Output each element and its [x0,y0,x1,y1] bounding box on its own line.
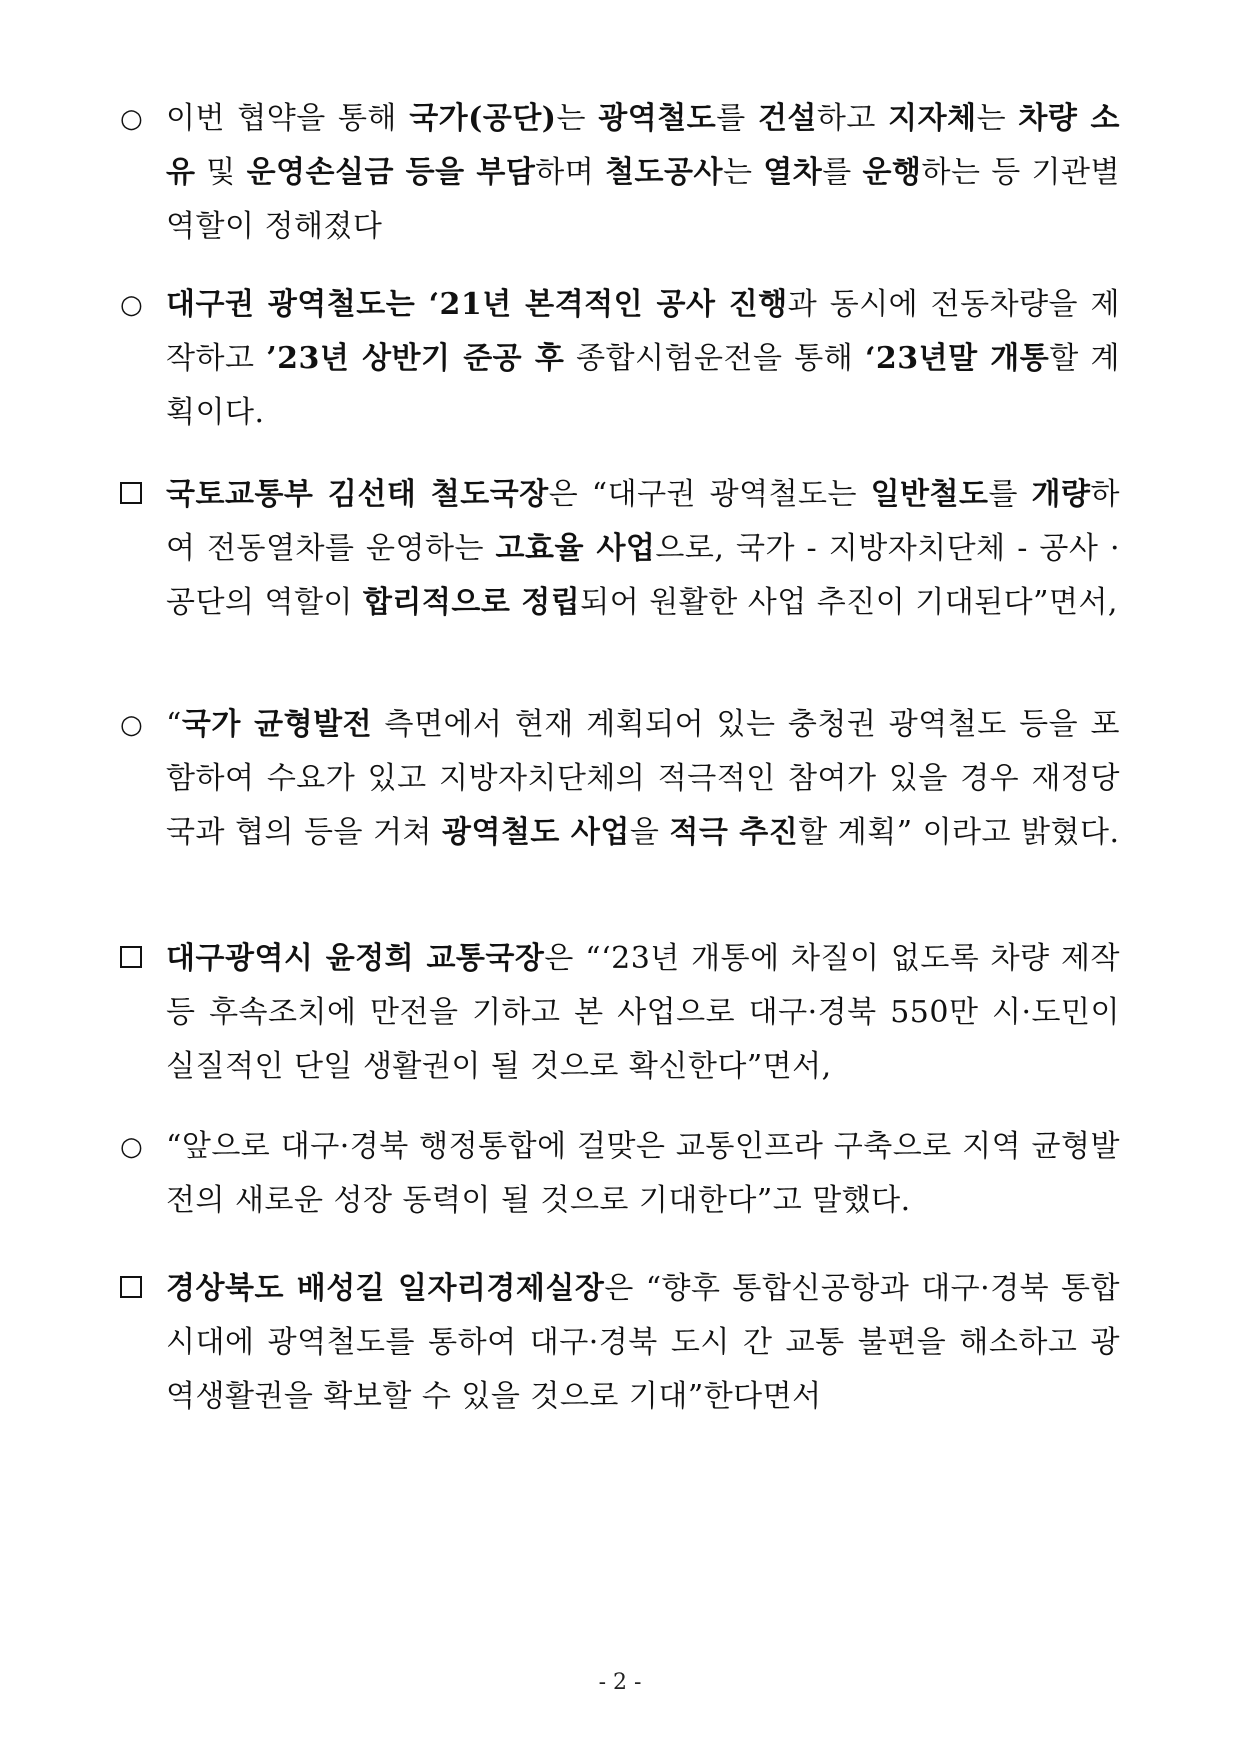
bold-text-segment: 광역철도 [598,101,717,136]
paragraph-7-text [166,1262,1120,1424]
bold-text-segment: 국가(공단) [409,101,557,136]
text-segment: 를 [716,101,758,136]
text-segment: 으로, 국가 - 지방자치단체 - 공사 · 공단의 역할이 [166,531,1120,620]
text-segment: “ [166,707,182,742]
paragraph-3-text [166,468,1120,630]
paragraph-7 [120,1262,1120,1424]
paragraph-4-text [166,698,1120,860]
text-segment: 은 “대구권 광역철도는 [548,477,871,512]
text-segment: 이번 협약을 통해 [166,101,410,136]
text-segment: 를 [988,477,1032,512]
bold-text-segment: 적극 추진 [669,815,799,850]
text-segment: 는 [556,101,599,136]
bold-text-segment: 국토교통부 김선태 철도국장 [166,477,549,512]
bold-text-segment: 합리적으로 정립 [362,585,581,620]
text-segment: 하는 등 기관별 역할이 정해졌다 [166,155,1120,244]
bold-text-segment: 지자체 [888,101,977,136]
text-segment: 하여 전동열차를 운영하는 [166,477,1120,566]
text-segment: “앞으로 대구·경북 행정통합에 걸맞은 교통인프라 구축으로 지역 균형발전의 새로운 성장 동력이 될 것으로 기대한다”고 말했다. [166,1129,1120,1218]
bold-text-segment: 대구권 광역철도는 ‘21년 본격적인 공사 진행 [166,287,788,322]
checkbox-bullet [120,946,142,968]
checkbox-bullet [120,482,142,504]
circle-bullet: ○ [120,710,143,740]
text-segment: 는 [722,155,764,190]
bold-text-segment: 철도공사 [605,155,723,190]
circle-bullet: ○ [120,290,143,320]
paragraph-5-text [166,932,1120,1094]
paragraph-6 [120,1120,1120,1228]
text-segment: 및 [195,155,247,190]
text-segment: 되어 원활한 사업 추진이 기대된다”면서, [580,585,1118,620]
bold-text-segment: 건설 [757,101,817,136]
paragraph-1 [120,92,1120,254]
bold-text-segment: 운행 [862,155,922,190]
bold-text-segment: 운영손실금 등을 부담 [246,155,536,190]
bold-text-segment: 열차 [763,155,823,190]
paragraph-5 [120,932,1120,1094]
text-segment: 과 동시에 전동차량을 제작하고 [166,287,1120,376]
text-segment: 측면에서 현재 계획되어 있는 충청권 광역철도 등을 포함하여 수요가 있고 지방자치단체의 적극적인 참여가 있을 경우 재정당국과 협의 등을 거쳐 [166,707,1120,850]
checkbox-bullet [120,1276,142,1298]
bold-text-segment: 고효율 사업 [495,531,656,566]
bold-text-segment: ‘23년말 개통 [864,341,1050,376]
bold-text-segment: 국가 균형발전 [181,707,373,742]
text-segment: 하고 [816,101,889,136]
bold-text-segment: 개량 [1031,477,1091,512]
text-segment: 할 계획이다. [166,341,1120,430]
text-segment: 은 “‘23년 개통에 차질이 없도록 차량 제작 등 후속조치에 만전을 기하고 본 사업으로 대구·경북 550만 시·도민이 실질적인 단일 생활권이 될 것으로 확신한다”면서, [166,941,1120,1084]
paragraph-6-text [166,1120,1120,1228]
circle-bullet: ○ [120,104,143,134]
bold-text-segment: ’23년 상반기 준공 후 [266,341,565,376]
text-segment: 을 [629,815,670,850]
bold-text-segment: 일반철도 [870,477,989,512]
text-segment: 종합시험운전을 통해 [564,341,865,376]
paragraph-4 [120,698,1120,860]
paragraph-2-text [166,278,1120,440]
paragraph-2 [120,278,1120,440]
page-number: - 2 - [598,1670,642,1695]
bold-text-segment: 차량 소유 [166,101,1120,190]
bold-text-segment: 광역철도 사업 [441,815,630,850]
text-segment: 는 [976,101,1019,136]
circle-bullet: ○ [120,1132,143,1162]
text-segment: 은 “향후 통합신공항과 대구·경북 통합시대에 광역철도를 통하여 대구·경북 도시 간 교통 불편을 해소하고 광역생활권을 확보할 수 있을 것으로 기대”한다면서 [166,1271,1121,1414]
text-segment: 를 [822,155,863,190]
paragraph-1-text [166,92,1120,254]
bold-text-segment: 경상북도 배성길 일자리경제실장 [166,1271,605,1306]
text-segment: 할 계획” 이라고 밝혔다. [798,815,1120,850]
bold-text-segment: 대구광역시 윤정희 교통국장 [166,941,545,976]
paragraph-3 [120,468,1120,630]
text-segment: 하며 [535,155,606,190]
